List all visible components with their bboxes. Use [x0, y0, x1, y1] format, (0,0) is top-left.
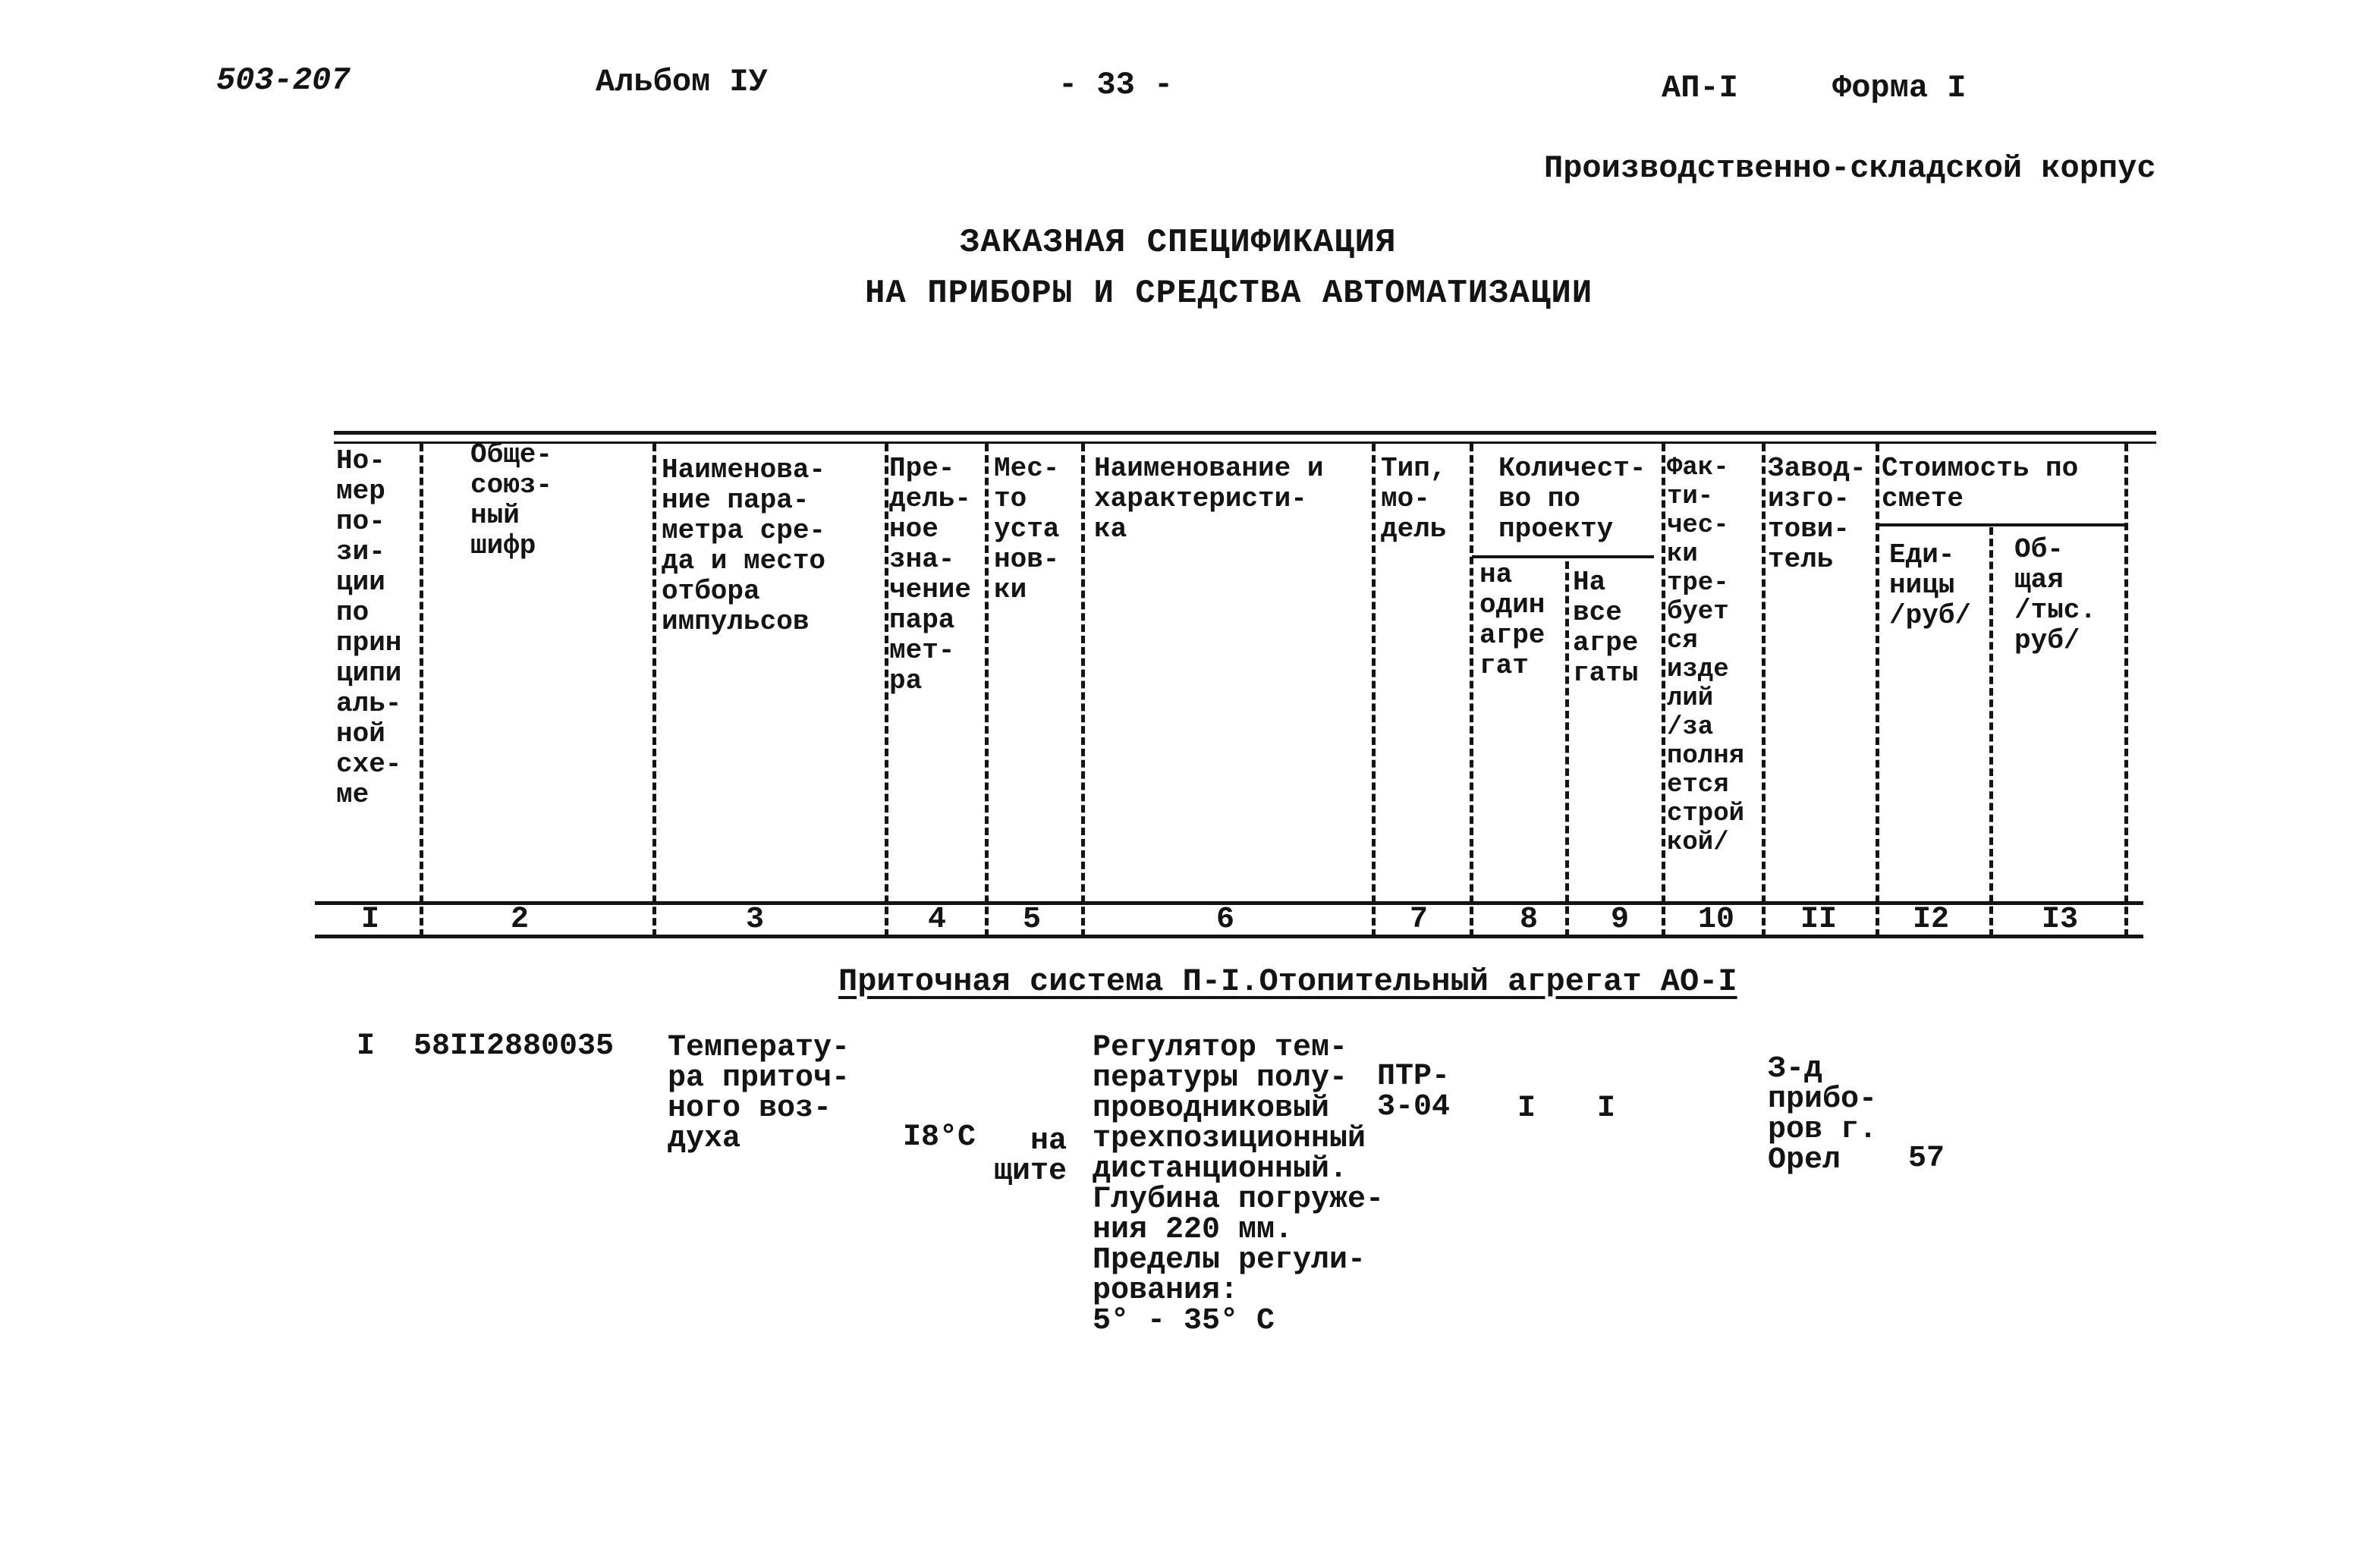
row-code: 58II2880035	[413, 1029, 615, 1064]
row-cost-unit: 57	[1908, 1142, 1945, 1176]
col-number-10: 10	[1697, 903, 1734, 937]
col-sep-6	[1372, 444, 1376, 937]
col-sep-3	[885, 444, 888, 937]
row-description: Регулятор тем- пературы полу- проводниковый трехпозиционный дистанционный. Глубина погруже- ния 220 мм. Пределы регули- рования: 5° - 35° С	[1093, 1031, 1385, 1338]
table-top-rule	[334, 431, 2156, 435]
subheader-cost-unit: Еди- ницы /руб/	[1889, 539, 1972, 631]
row-location: на щите	[994, 1124, 1068, 1189]
col-sep-10	[1762, 444, 1766, 937]
col-sep-12	[1989, 527, 1993, 937]
col-number-1: I	[360, 903, 379, 937]
row-model: ПТР- 3-04	[1377, 1060, 1451, 1124]
subheader-qty-all: На все агре гаты	[1573, 567, 1639, 689]
table-top-rule-2	[334, 441, 2156, 444]
series-label: АП-I	[1662, 70, 1738, 106]
col-number-2: 2	[510, 903, 529, 937]
row-qty-all: I	[1597, 1092, 1616, 1126]
col-sep-8	[1565, 561, 1569, 937]
col-header-manufacturer: Завод- изго- тови- тель	[1768, 453, 1866, 575]
col-sep-11	[1876, 444, 1879, 937]
col-number-4: 4	[927, 903, 946, 937]
col-sep-1	[420, 444, 423, 937]
col-sep-2	[652, 444, 656, 937]
form-label: Форма I	[1832, 70, 1967, 106]
col-header-limit: Пре- дель- ное зна- чение пара мет- ра	[889, 453, 972, 696]
col-header-description: Наименование и характеристи- ка	[1094, 453, 1324, 545]
col-header-code: Обще- союз- ный шифр	[470, 439, 553, 561]
cost-subheader-rule	[1878, 523, 2124, 526]
col-sep-4	[985, 444, 989, 937]
col-header-position: Но- мер по- зи- ции по прин ципи аль- ной схе- ме	[336, 445, 402, 810]
qty-subheader-rule	[1472, 555, 1654, 558]
col-number-11: II	[1800, 903, 1837, 937]
col-sep-9	[1662, 444, 1665, 937]
section-title: Приточная система П-I.Отопительный агрегат АО-I	[838, 963, 1737, 1000]
page-number: - 33 -	[1058, 67, 1174, 103]
album-label: Альбом IУ	[596, 64, 768, 100]
col-header-parameter: Наименова- ние пара- метра сре- да и место отбора импульсов	[662, 454, 826, 637]
col-number-13: I3	[2041, 903, 2078, 937]
col-sep-7	[1470, 444, 1473, 937]
col-header-location: Мес- то уста нов- ки	[994, 453, 1060, 605]
col-number-12: I2	[1912, 903, 1949, 937]
row-parameter: Температу- ра приточ- ного воз- духа	[668, 1031, 851, 1156]
col-header-cost: Стоимость по смете	[1882, 453, 2079, 514]
row-limit-value: I8°C	[903, 1120, 976, 1155]
col-number-8: 8	[1519, 903, 1538, 937]
subheader-qty-one: на один агре гат	[1479, 559, 1545, 681]
row-manufacturer: З-д прибо- ров г. Орел	[1768, 1052, 1878, 1177]
row-qty-one: I	[1517, 1092, 1536, 1126]
doc-code: 503-207	[216, 62, 351, 99]
row-position: I	[357, 1029, 376, 1064]
document-title-line1: ЗАКАЗНАЯ СПЕЦИФИКАЦИЯ	[960, 224, 1397, 262]
col-header-quantity: Количест- во по проекту	[1498, 453, 1646, 545]
col-sep-13	[2124, 444, 2128, 937]
col-sep-5	[1081, 444, 1085, 937]
col-number-5: 5	[1022, 903, 1041, 937]
building-name: Производственно-складской корпус	[1544, 150, 2156, 187]
subheader-cost-total: Об- щая /тыс. руб/	[2014, 534, 2097, 656]
col-number-7: 7	[1409, 903, 1428, 937]
col-header-model: Тип, мо- дель	[1381, 453, 1447, 545]
col-number-9: 9	[1610, 903, 1629, 937]
col-number-3: 3	[745, 903, 764, 937]
col-header-actual: Фак- ти- чес- ки тре- бует ся изде лий /за полня ется строй кой/	[1667, 454, 1745, 857]
col-number-6: 6	[1215, 903, 1234, 937]
document-title-line2: НА ПРИБОРЫ И СРЕДСТВА АВТОМАТИЗАЦИИ	[865, 275, 1593, 313]
